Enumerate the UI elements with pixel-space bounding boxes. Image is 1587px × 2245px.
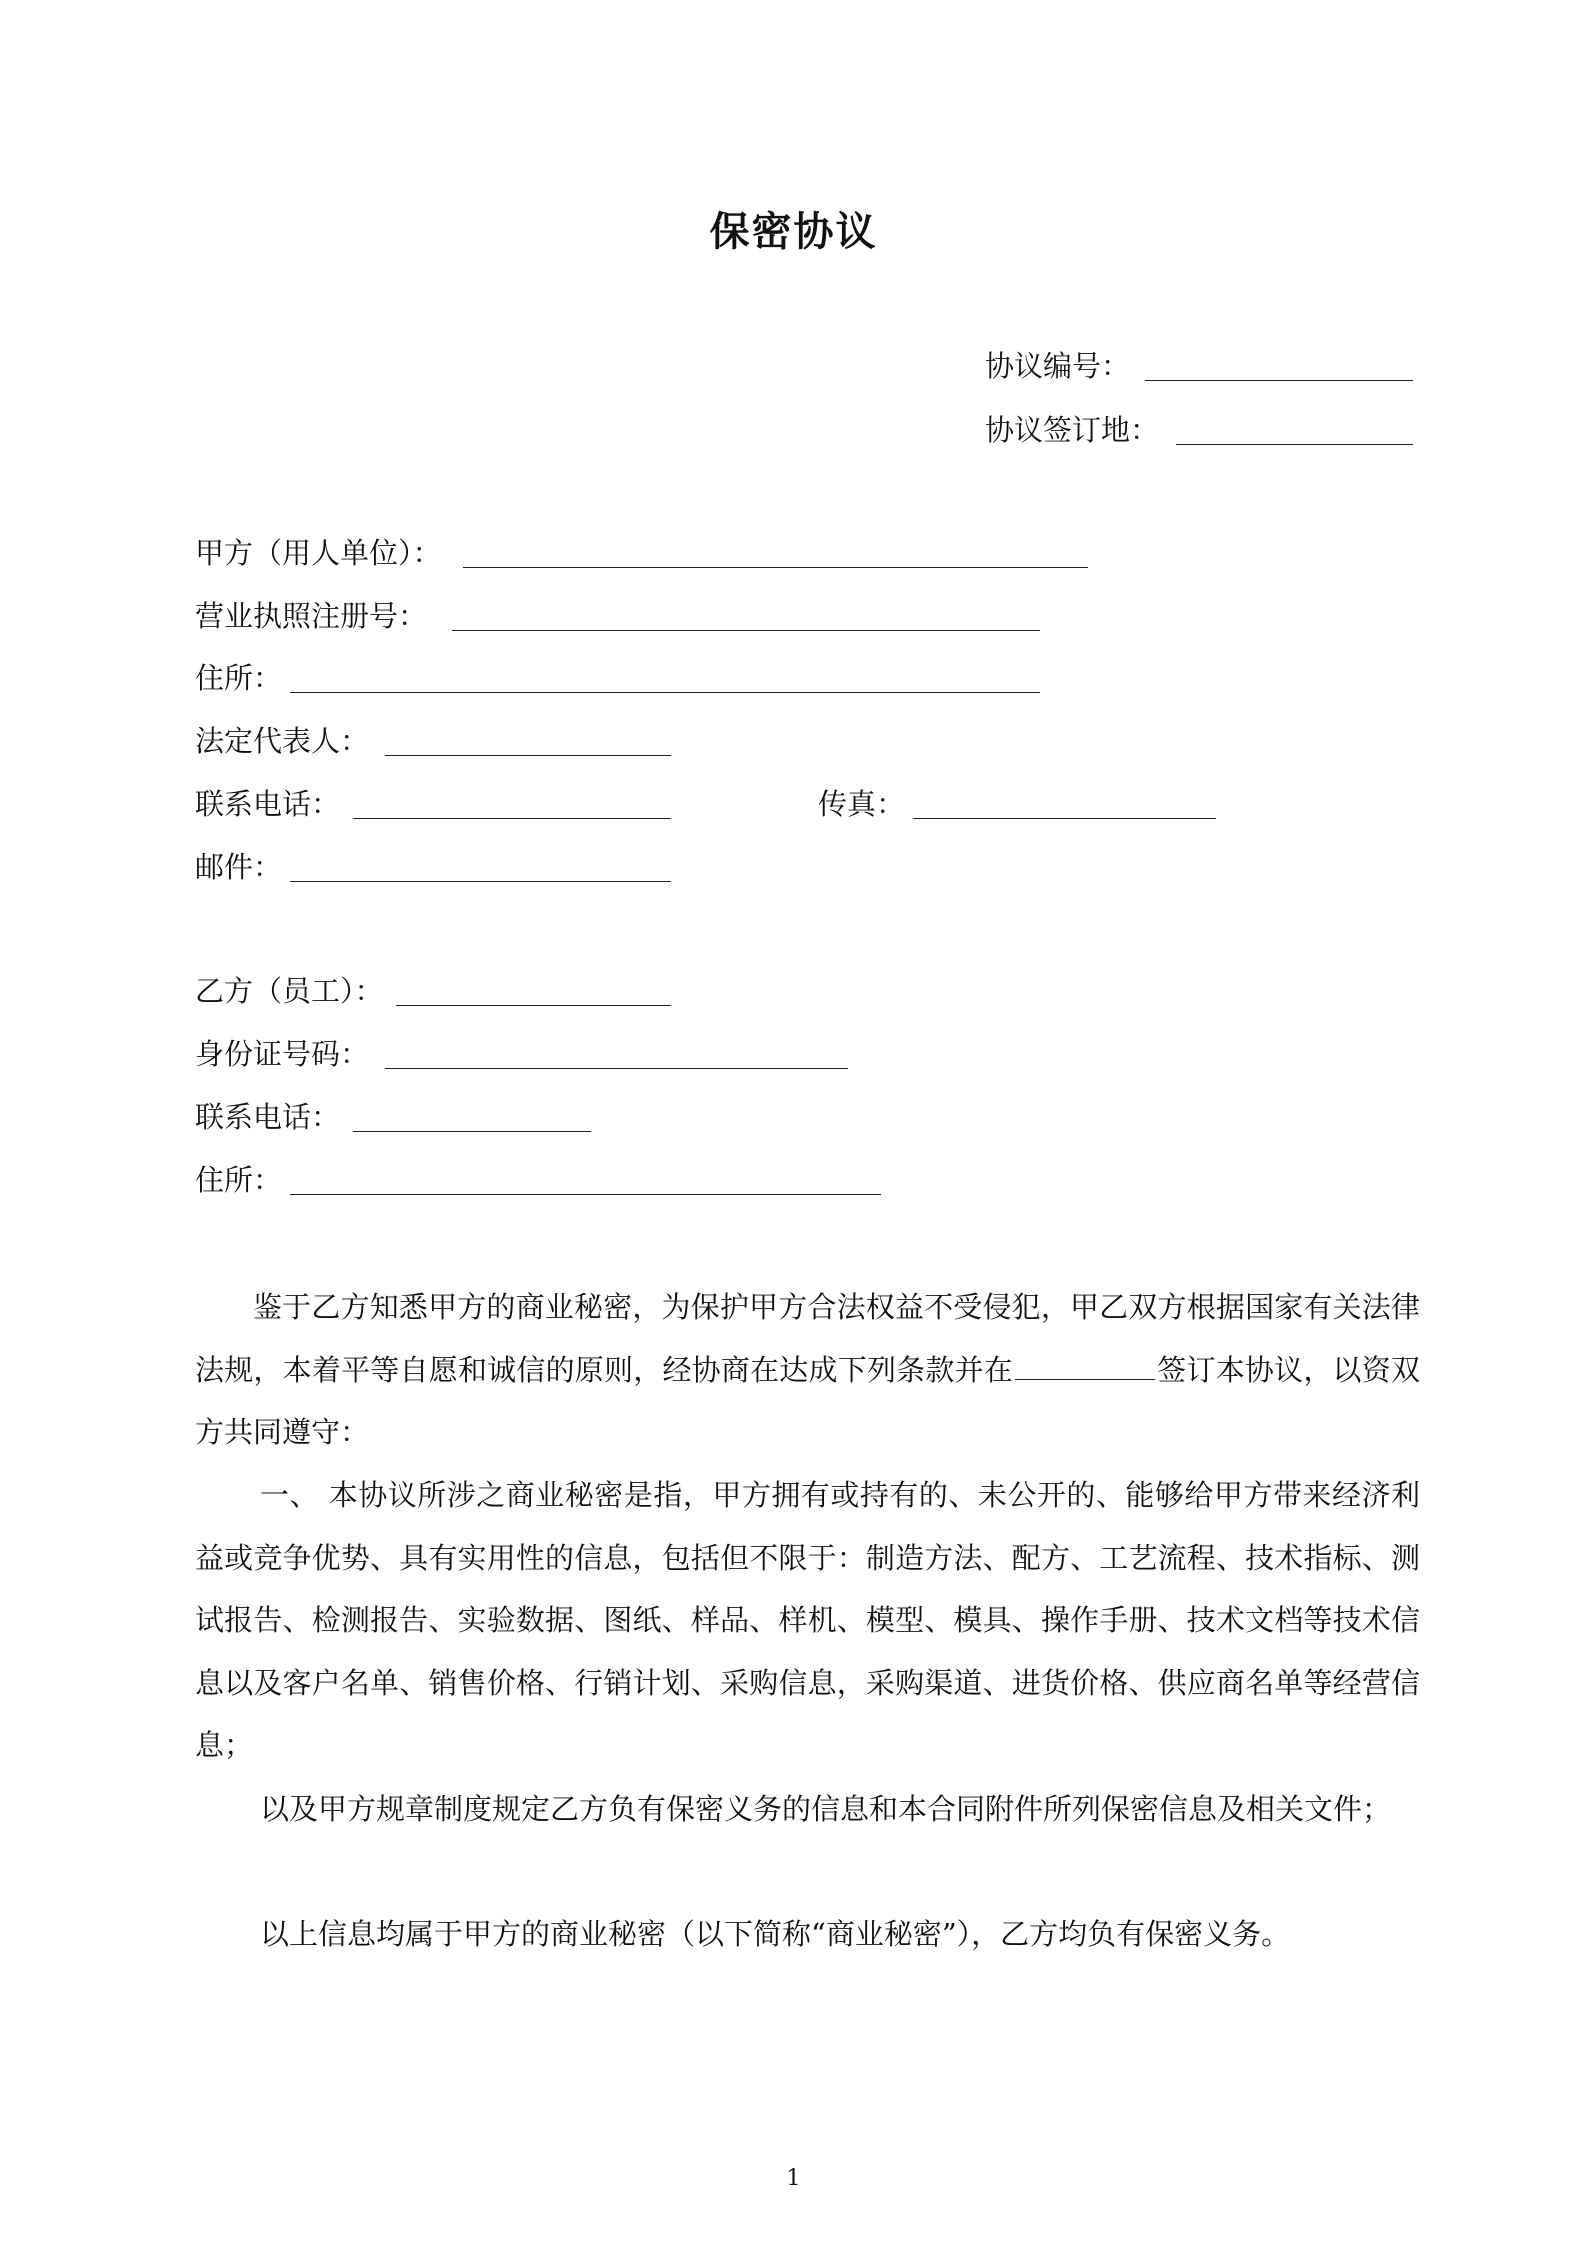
party-a-address-label: 住所： — [195, 661, 283, 695]
agreement-number-blank[interactable] — [1145, 380, 1413, 381]
page-number: 1 — [786, 2166, 801, 2191]
email-label: 邮件： — [195, 850, 283, 884]
sign-date-blank[interactable] — [1015, 1353, 1155, 1380]
id-number-blank[interactable] — [385, 1068, 848, 1069]
sign-place-blank[interactable] — [1176, 444, 1413, 445]
party-a-phone-label: 联系电话： — [195, 787, 341, 821]
license-number-label: 营业执照注册号： — [195, 599, 428, 633]
clause-1-continuation: 以及甲方规章制度规定乙方负有保密义务的信息和本合同附件所列保密信息及相关文件； — [260, 1792, 1392, 1826]
party-a-address-blank[interactable] — [290, 692, 1040, 693]
legal-representative-blank[interactable] — [385, 755, 671, 756]
id-number-label: 身份证号码： — [195, 1037, 370, 1071]
fax-blank[interactable] — [913, 818, 1216, 819]
sign-place-label: 协议签订地： — [985, 413, 1160, 447]
preamble-text-a: 鉴于乙方知悉甲方的商业秘密，为保护甲方合法权益不受侵犯，甲乙双方根据国家有关法律法规，本着平等自愿和诚信的原则，经协商在达成下列条款并在 — [195, 1290, 1420, 1387]
email-blank[interactable] — [290, 881, 671, 882]
agreement-number-label: 协议编号： — [985, 349, 1131, 383]
legal-representative-label: 法定代表人： — [195, 724, 370, 758]
party-b-address-blank[interactable] — [290, 1194, 881, 1195]
clause-1-summary: 以上信息均属于甲方的商业秘密（以下简称“商业秘密”），乙方均负有保密义务。 — [260, 1917, 1291, 1951]
party-b-address-label: 住所： — [195, 1163, 283, 1197]
license-number-blank[interactable] — [452, 630, 1040, 631]
document-title: 保密协议 — [709, 208, 878, 255]
party-a-phone-blank[interactable] — [353, 818, 671, 819]
clause-1-paragraph: 一、 本协议所涉之商业秘密是指，甲方拥有或持有的、未公开的、能够给甲方带来经济利益或竞争优势、具有实用性的信息，包括但不限于：制造方法、配方、工艺流程、技术指标、测试报告、检测报告、实验数据、图纸、样品、样机、模型、模具、操作手册、技术文档等技术信息以及客户名单、销售价格、行销计划、采购信息，采购渠道、进货价格、供应商名单等经营信息； — [195, 1478, 1420, 1762]
party-b-name-label: 乙方（员工）： — [195, 974, 384, 1008]
preamble-text-b: 签订本协议，以资双方共同遵守： — [195, 1352, 1420, 1449]
party-a-name-blank[interactable] — [463, 567, 1088, 568]
party-b-name-blank[interactable] — [396, 1005, 671, 1006]
preamble-paragraph — [195, 1276, 1420, 1464]
fax-label: 传真： — [818, 787, 906, 821]
party-a-name-label: 甲方（用人单位）： — [195, 536, 442, 570]
party-b-phone-blank[interactable] — [353, 1131, 591, 1132]
party-b-phone-label: 联系电话： — [195, 1100, 341, 1134]
